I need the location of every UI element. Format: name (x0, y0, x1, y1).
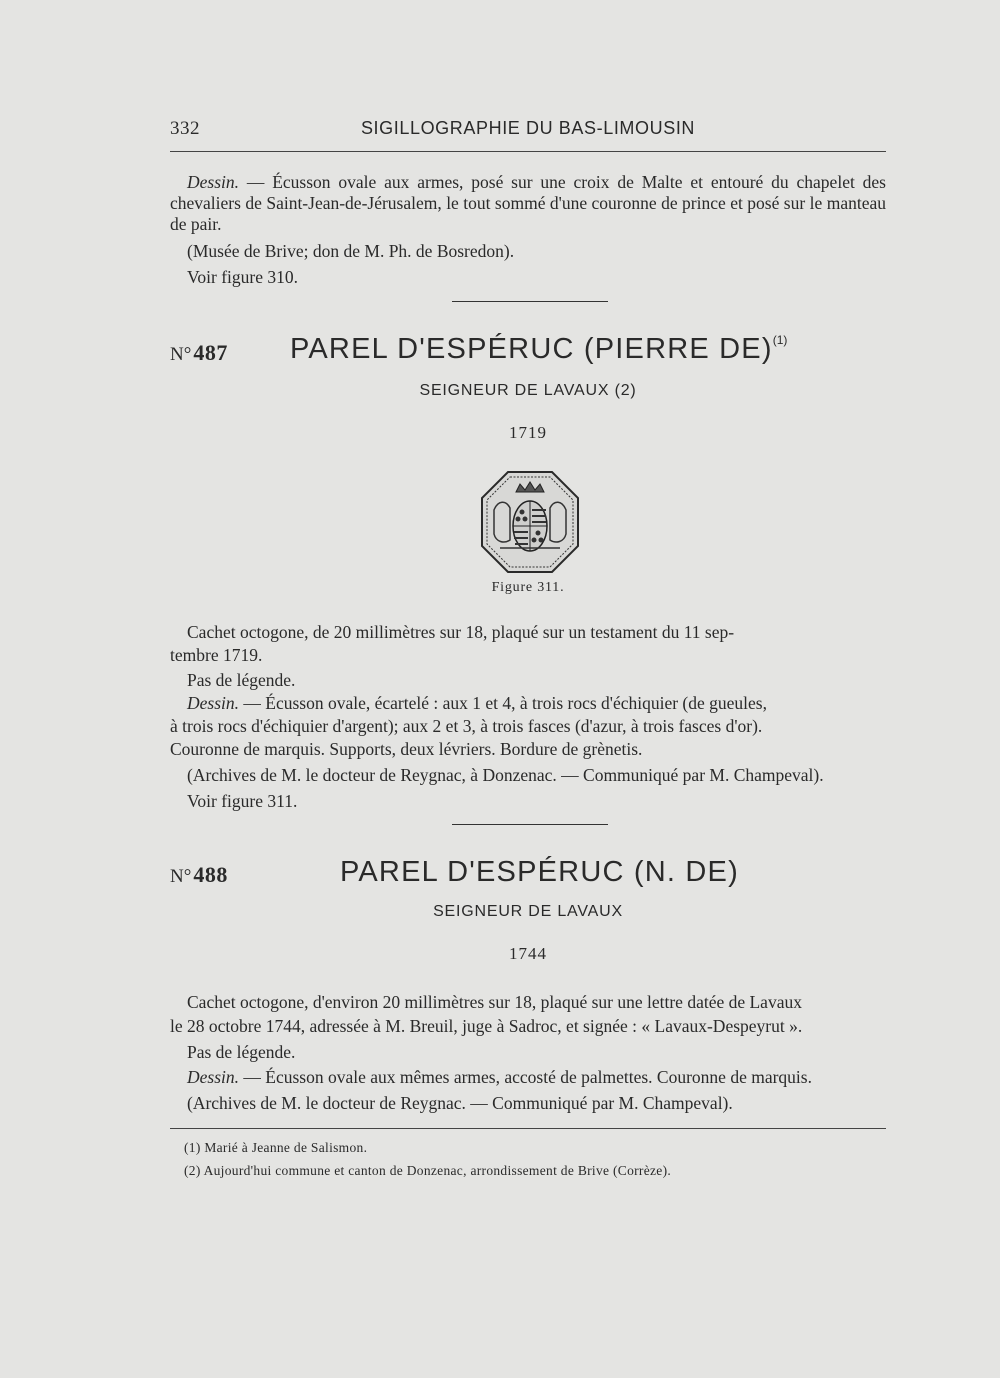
entry-title (290, 333, 787, 366)
entry488-legend: Pas de légende. (187, 1042, 296, 1062)
entry-number-value: 487 (193, 340, 228, 365)
footnote-2: (2) Aujourd'hui commune et canton de Donzenac, arrondissement de Brive (Corrèze). (184, 1163, 672, 1178)
entry-number-value: 488 (193, 862, 228, 887)
dessin-text: — Écusson ovale aux armes, posé sur une croix de Malte et entouré du chapelet des chevaliers de Saint-Jean-de-Jérusalem, le tout sommé d'une couronne de prince et posé sur le manteau de pair. (170, 172, 886, 234)
dessin-label: Dessin. (187, 172, 240, 192)
dessin-label: Dessin. (187, 693, 240, 713)
entry-number-prefix: N° (170, 344, 192, 365)
entry-year: 1744 (509, 944, 547, 963)
entry-title: PAREL D'ESPÉRUC (N. DE) (340, 856, 739, 888)
figure-caption: Figure 311. (491, 580, 565, 595)
entry487-legend: Pas de légende. (187, 670, 296, 690)
entry-number (170, 862, 228, 888)
header-rule (170, 151, 886, 152)
entry-year: 1719 (509, 423, 547, 442)
entry487-see-figure: Voir figure 311. (187, 791, 298, 811)
page-header (170, 118, 886, 148)
page-number: 332 (170, 118, 200, 139)
footnote-ref: (1) (772, 333, 788, 347)
entry-title-text: PAREL D'ESPÉRUC (PIERRE DE) (290, 333, 773, 365)
dessin-text: — Écusson ovale aux mêmes armes, accosté de palmettes. Couronne de marquis. (239, 1067, 812, 1087)
entry488-dessin (187, 1067, 812, 1088)
section-separator (452, 824, 608, 825)
entry488-description-line1: Cachet octogone, d'environ 20 millimètres sur 18, plaqué sur une lettre datée de Lavaux (187, 992, 802, 1012)
dessin-label: Dessin. (187, 1067, 240, 1087)
seal-figure (480, 470, 580, 574)
entry487-dessin-line2: à trois rocs d'échiquier d'argent); aux 2 et 3, à trois fasces (d'azur, à trois fasces d'or). (170, 716, 763, 736)
entry-subtitle: SEIGNEUR DE LAVAUX (433, 903, 623, 920)
entry-number-prefix: N° (170, 866, 192, 887)
section-separator (452, 301, 608, 302)
entry487-description-line1: Cachet octogone, de 20 millimètres sur 18, plaqué sur un testament du 11 sep- (187, 622, 735, 642)
intro-dessin (170, 172, 886, 235)
running-title: SIGILLOGRAPHIE DU BAS-LIMOUSIN (360, 118, 696, 138)
entry488-source: (Archives de M. le docteur de Reygnac. — Communiqué par M. Champeval). (187, 1093, 733, 1113)
entry487-dessin-line3: Couronne de marquis. Supports, deux lévriers. Bordure de grènetis. (170, 739, 643, 759)
entry-subtitle: SEIGNEUR DE LAVAUX (2) (419, 382, 637, 399)
dessin-text: — Écusson ovale, écartelé : aux 1 et 4, à trois rocs d'échiquier (de gueules, (239, 693, 767, 713)
entry487-dessin-line1 (187, 693, 767, 714)
entry488-description-line2: le 28 octobre 1744, adressée à M. Breuil, juge à Sadroc, et signée : « Lavaux-Despeyrut ». (170, 1016, 803, 1036)
footnote-1: (1) Marié à Jeanne de Salismon. (184, 1140, 368, 1155)
entry487-description-line2: tembre 1719. (170, 645, 263, 665)
entry-number (170, 340, 228, 366)
footnote-rule (170, 1128, 886, 1129)
intro-source: (Musée de Brive; don de M. Ph. de Bosredon). (187, 241, 515, 261)
intro-see-figure: Voir figure 310. (187, 267, 298, 287)
entry487-source: (Archives de M. le docteur de Reygnac, à Donzenac. — Communiqué par M. Champeval). (187, 765, 824, 785)
